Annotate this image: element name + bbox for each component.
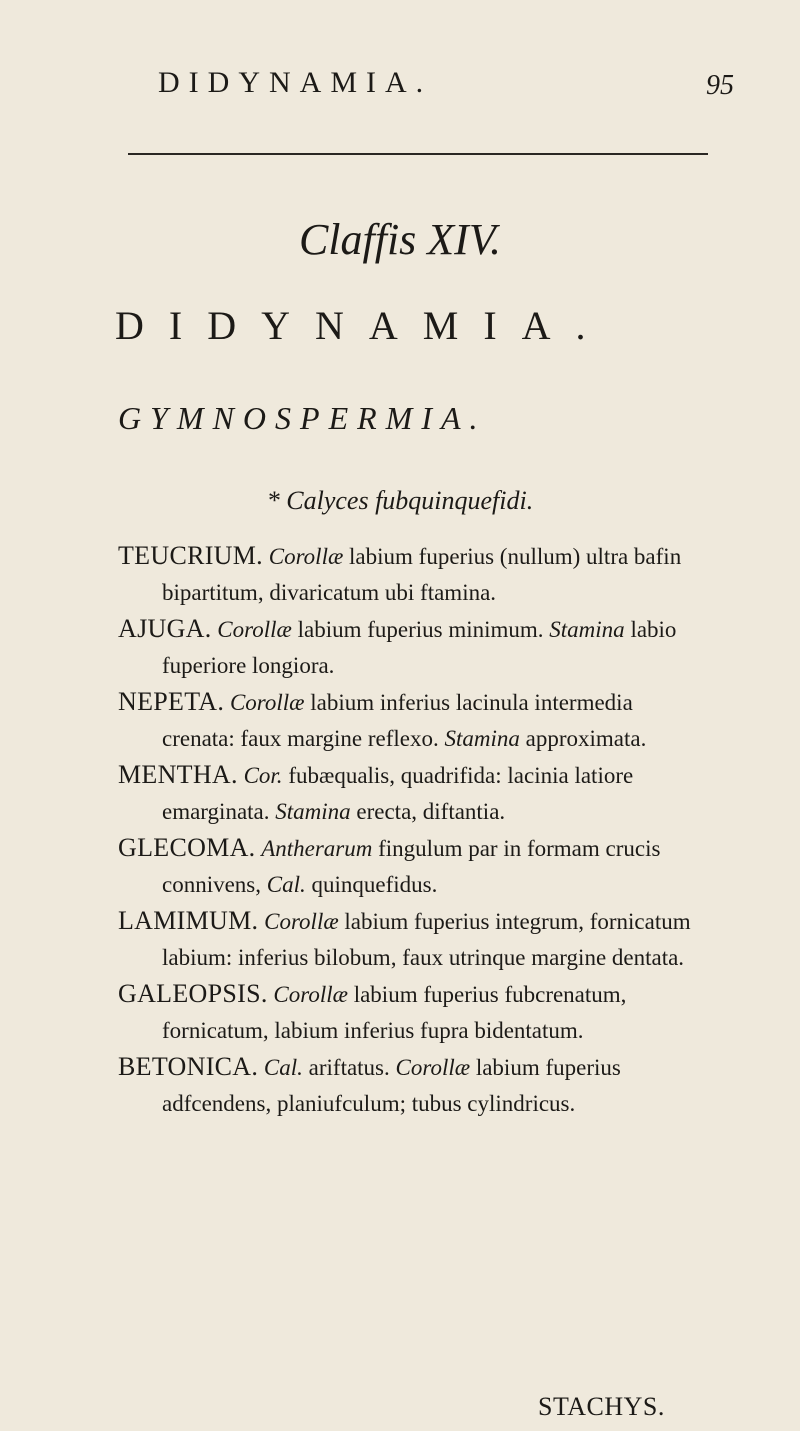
genus-description: fingulum par in formam crucis connivens, xyxy=(162,836,661,897)
genus-description: labium fuperius integrum, fornicatum labium: inferius bilobum, faux utrinque margine dentata. xyxy=(162,909,691,970)
genus-description: labium fuperius (nullum) ultra bafin bipartitum, divaricatum ubi ftamina. xyxy=(162,544,682,605)
section-heading: * Calyces fubquinquefidi. xyxy=(266,486,534,515)
genus-entry xyxy=(118,976,708,1049)
order-name: GYMNOSPERMIA. xyxy=(118,400,487,436)
genus-description: labium fuperius fubcrenatum, fornicatum, labium inferius fupra bidentatum. xyxy=(162,982,627,1043)
genus-term: Corollæ xyxy=(268,544,344,569)
genus-entry xyxy=(118,903,708,976)
genus-description: labium fuperius adfcendens, planiufculum; tubus cylindricus. xyxy=(162,1055,621,1116)
genus-name: TEUCRIUM. xyxy=(118,541,263,570)
genus-name: NEPETA. xyxy=(118,687,225,716)
genus-description: labium fuperius minimum. xyxy=(291,617,550,642)
genus-term: Corollæ xyxy=(217,617,292,642)
genus-description: quinquefidus. xyxy=(305,872,438,897)
genus-name: MENTHA. xyxy=(118,760,238,789)
class-title: Claffis XIV. xyxy=(298,215,502,264)
genus-description: labio fuperiore longiora. xyxy=(162,617,677,678)
genus-entry xyxy=(118,538,708,611)
genera-list xyxy=(118,538,708,1122)
genus-term: Cal. xyxy=(266,872,306,897)
genus-entry xyxy=(118,757,708,830)
genus-name: BETONICA. xyxy=(118,1052,259,1081)
genus-entry xyxy=(118,830,708,903)
genus-entry xyxy=(118,611,708,684)
genus-name: AJUGA. xyxy=(118,614,212,643)
genus-name: GALEOPSIS. xyxy=(118,979,268,1008)
genus-name: LAMIMUM. xyxy=(118,906,259,935)
genus-entry xyxy=(118,1049,708,1122)
genus-term: Cal. xyxy=(263,1055,303,1080)
genus-term: Corollæ xyxy=(264,909,339,934)
genus-term: Corollæ xyxy=(229,690,305,715)
page-number: 95 xyxy=(706,70,734,101)
genus-description: erecta, diftantia. xyxy=(350,799,506,824)
genus-term: Stamina xyxy=(549,617,625,642)
genus-term: Antherarum xyxy=(261,836,373,861)
genus-term: Stamina xyxy=(444,726,520,751)
genus-term: Corollæ xyxy=(273,982,348,1007)
running-head: DIDYNAMIA. xyxy=(158,66,433,99)
genus-name: GLECOMA. xyxy=(118,833,256,862)
genus-description: approximata. xyxy=(519,726,647,751)
header-rule xyxy=(128,153,708,155)
genus-entry xyxy=(118,684,708,757)
genus-description: labium inferius lacinula intermedia crenata: faux margine reflexo. xyxy=(162,690,633,751)
catchword: STACHYS. xyxy=(538,1392,665,1421)
genus-term: Stamina xyxy=(275,799,351,824)
genus-description: fubæqualis, quadrifida: lacinia latiore emarginata. xyxy=(162,763,634,824)
genus-term: Corollæ xyxy=(395,1055,471,1080)
class-name: DIDYNAMIA. xyxy=(115,303,611,348)
genus-description: ariftatus. xyxy=(302,1055,396,1080)
genus-term: Cor. xyxy=(243,763,283,788)
